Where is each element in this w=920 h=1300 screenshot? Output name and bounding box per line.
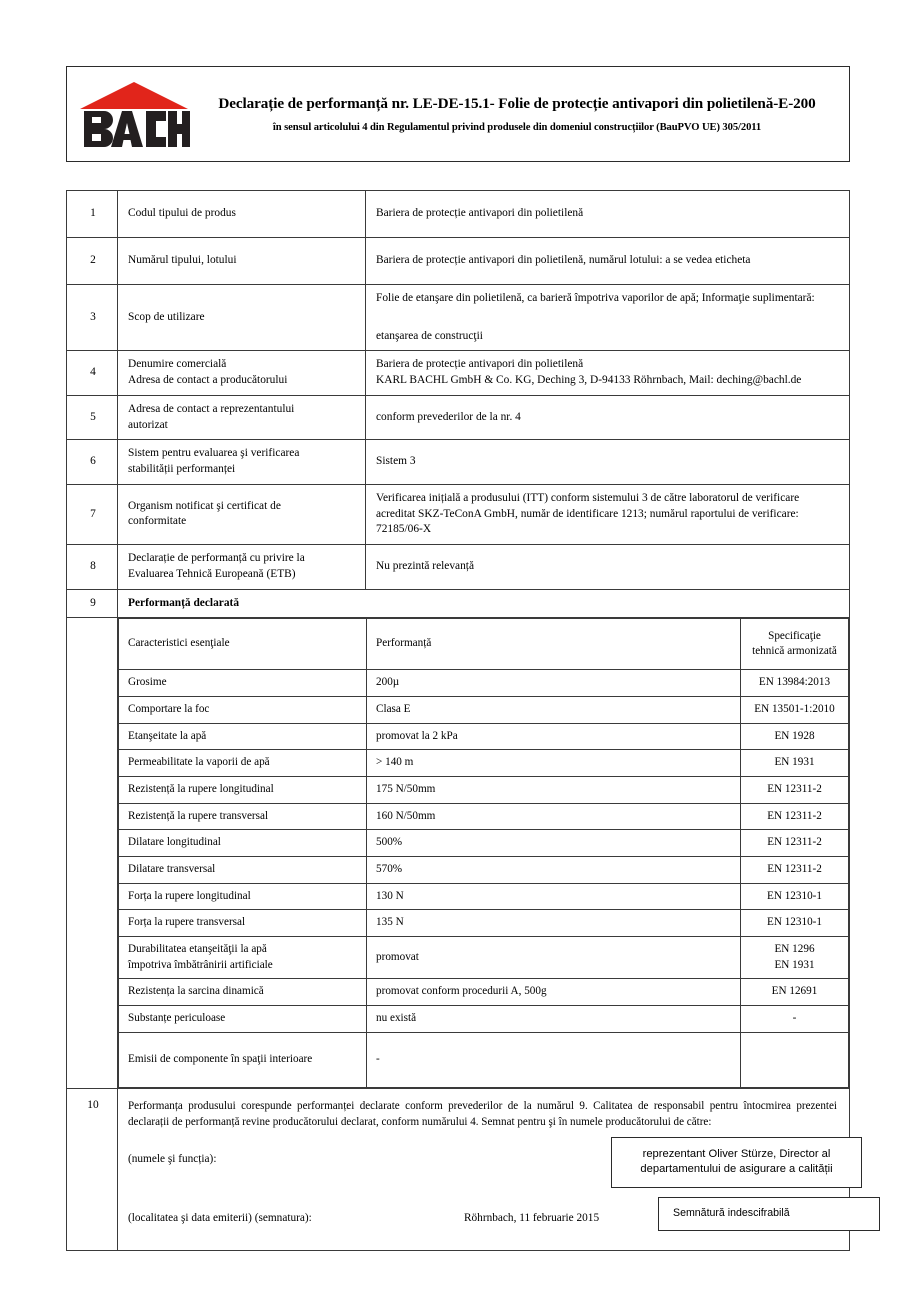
section10-content xyxy=(118,1088,850,1250)
performance-row-emissions xyxy=(119,1032,849,1087)
cell-performance: 200µ xyxy=(367,670,741,697)
section10-paragraph: Performanța produsului corespunde performanței declarate conform prevederilor de la numărul 9. Calitatea de responsabil pentru întocmirea prezentei declarații de performanță revine producătorului declarat, conform numărului 4. Semnat pentru şi în numele producătorului de către: xyxy=(128,1099,837,1128)
row-number: 3 xyxy=(67,285,118,351)
row-label xyxy=(118,395,366,439)
cell-characteristic xyxy=(119,937,367,979)
cell-specification: EN 1928 xyxy=(741,723,849,750)
performance-table-host xyxy=(118,618,850,1088)
bachl-logo-icon xyxy=(78,78,190,152)
table-row-section9-table xyxy=(67,618,850,1088)
row-label xyxy=(118,440,366,484)
table-row xyxy=(67,238,850,285)
section-title: Performanță declarată xyxy=(118,589,850,618)
cell-performance: > 140 m xyxy=(367,750,741,777)
header-specification xyxy=(741,619,849,670)
cell-characteristic: Rezistența la sarcina dinamică xyxy=(119,979,367,1006)
declaration-table xyxy=(66,190,850,1251)
title-cell xyxy=(195,67,849,161)
row-number-blank xyxy=(67,618,118,1088)
cell-specification-line2: EN 1931 xyxy=(774,958,815,971)
row-label-line1: Sistem pentru evaluarea şi verificarea xyxy=(128,447,300,460)
row-label xyxy=(118,484,366,544)
cell-specification: EN 12310-1 xyxy=(741,883,849,910)
cell-performance: promovat conform procedurii A, 500g xyxy=(367,979,741,1006)
header-performance: Performanță xyxy=(367,619,741,670)
cell-performance: nu există xyxy=(367,1006,741,1033)
signature-note-box xyxy=(658,1197,880,1231)
row-label: Numărul tipului, lotului xyxy=(118,238,366,285)
signature-name-text xyxy=(640,1147,832,1177)
performance-row xyxy=(119,856,849,883)
cell-characteristic: Emisii de componente în spaţii interioare xyxy=(119,1032,367,1087)
row-value: Sistem 3 xyxy=(366,440,850,484)
table-row xyxy=(67,545,850,589)
cell-performance: 130 N xyxy=(367,883,741,910)
performance-row-durability xyxy=(119,937,849,979)
cell-performance: 175 N/50mm xyxy=(367,776,741,803)
performance-row xyxy=(119,696,849,723)
row-value-line1: Folie de etanşare din polietilenă, ca barieră împotriva vaporilor de apă; Informaţie suplimentară: xyxy=(376,292,815,304)
cell-characteristic: Grosime xyxy=(119,670,367,697)
row-label-line2: Adresa de contact a producătorului xyxy=(128,374,288,387)
cell-performance: Clasa E xyxy=(367,696,741,723)
cell-specification: EN 12311-2 xyxy=(741,776,849,803)
row-label-line2: stabilității performanței xyxy=(128,463,236,476)
row-label xyxy=(118,545,366,589)
cell-characteristic-line2: împotriva îmbătrânirii artificiale xyxy=(128,958,273,971)
performance-row-dynamic xyxy=(119,979,849,1006)
location-date-value: Röhrnbach, 11 februarie 2015 xyxy=(464,1211,600,1224)
cell-specification: - xyxy=(741,1006,849,1033)
table-row xyxy=(67,440,850,484)
bachl-logo xyxy=(78,78,190,152)
performance-row-hazardous xyxy=(119,1006,849,1033)
cell-specification: EN 12311-2 xyxy=(741,803,849,830)
name-function-label: (numele şi funcția): xyxy=(128,1152,217,1165)
cell-characteristic: Etanşeitate la apă xyxy=(119,723,367,750)
cell-specification: EN 1931 xyxy=(741,750,849,777)
cell-specification: EN 12311-2 xyxy=(741,830,849,857)
table-row-section9-title xyxy=(67,589,850,618)
performance-table xyxy=(118,618,849,1087)
cell-specification: EN 13984:2013 xyxy=(741,670,849,697)
cell-specification: EN 12311-2 xyxy=(741,856,849,883)
row-value xyxy=(366,484,850,544)
cell-performance: promovat xyxy=(367,937,741,979)
row-label-line2: autorizat xyxy=(128,418,168,431)
row-number: 1 xyxy=(67,191,118,238)
cell-performance: 135 N xyxy=(367,910,741,937)
document-header xyxy=(66,66,850,162)
cell-specification-line1: EN 1296 xyxy=(774,943,815,955)
signature-name-box xyxy=(611,1137,862,1188)
row-number: 5 xyxy=(67,395,118,439)
table-row-section10 xyxy=(67,1088,850,1250)
cell-characteristic-line1: Durabilitatea etanşeităţii la apă xyxy=(128,943,267,955)
cell-performance: - xyxy=(367,1032,741,1087)
cell-characteristic: Dilatare transversal xyxy=(119,856,367,883)
table-row xyxy=(67,484,850,544)
row-label-line1: Organism notificat şi certificat de xyxy=(128,499,281,512)
cell-performance: 570% xyxy=(367,856,741,883)
row-label xyxy=(118,351,366,395)
row-label-line1: Adresa de contact a reprezentantului xyxy=(128,402,295,415)
cell-specification xyxy=(741,937,849,979)
performance-row xyxy=(119,883,849,910)
cell-specification: EN 12310-1 xyxy=(741,910,849,937)
performance-row xyxy=(119,670,849,697)
row-number: 8 xyxy=(67,545,118,589)
row-label-line2: Evaluarea Tehnică Europeană (ETB) xyxy=(128,567,296,580)
cell-performance: promovat la 2 kPa xyxy=(367,723,741,750)
cell-specification xyxy=(741,1032,849,1087)
header-characteristic: Caracteristici esenţiale xyxy=(119,619,367,670)
cell-characteristic: Rezistență la rupere transversal xyxy=(119,803,367,830)
signature-name-line1: reprezentant Oliver Stürze, Director al xyxy=(642,1148,831,1161)
cell-characteristic: Dilatare longitudinal xyxy=(119,830,367,857)
cell-specification: EN 13501-1:2010 xyxy=(741,696,849,723)
row-number: 10 xyxy=(67,1088,118,1250)
cell-characteristic: Forța la rupere transversal xyxy=(119,910,367,937)
row-label-line1: Declarație de performanță cu privire la xyxy=(128,552,305,565)
performance-row xyxy=(119,776,849,803)
row-value-line2: etanşarea de construcţii xyxy=(376,329,483,342)
performance-row xyxy=(119,723,849,750)
header-specification-line1: Specificaţie xyxy=(768,630,821,643)
row-label-line2: conformitate xyxy=(128,515,187,528)
row-value: Nu prezintă relevanță xyxy=(366,545,850,589)
cell-characteristic: Forța la rupere longitudinal xyxy=(119,883,367,910)
cell-characteristic: Permeabilitate la vaporii de apă xyxy=(119,750,367,777)
row-number: 6 xyxy=(67,440,118,484)
document-title: Declarație de performanță nr. LE-DE-15.1- Folie de protecție antivapori din polietilenă-E-200 xyxy=(218,95,816,112)
row-value xyxy=(366,285,850,351)
performance-row xyxy=(119,750,849,777)
row-value-line1: Bariera de protecție antivapori din polietilenă xyxy=(376,358,584,371)
table-row xyxy=(67,191,850,238)
cell-characteristic: Substanțe periculoase xyxy=(119,1006,367,1033)
row-value: conform prevederilor de la nr. 4 xyxy=(366,395,850,439)
table-row xyxy=(67,351,850,395)
cell-specification: EN 12691 xyxy=(741,979,849,1006)
signature-note-text: Semnătură indescifrabilă xyxy=(673,1207,790,1220)
logo-cell xyxy=(67,67,195,161)
row-label: Codul tipului de produs xyxy=(118,191,366,238)
row-number: 4 xyxy=(67,351,118,395)
row-value-line1: Verificarea inițială a produsului (ITT) conform sistemului 3 de către laboratorul de verificare xyxy=(376,491,800,504)
performance-row xyxy=(119,830,849,857)
row-value-line2: KARL BACHL GmbH & Co. KG, Deching 3, D-94133 Röhrnbach, Mail: deching@bachl.de xyxy=(376,374,802,387)
performance-table-header xyxy=(119,619,849,670)
row-number: 7 xyxy=(67,484,118,544)
cell-performance: 160 N/50mm xyxy=(367,803,741,830)
section10-body xyxy=(128,1098,841,1244)
cell-characteristic: Rezistență la rupere longitudinal xyxy=(119,776,367,803)
row-value-line3: 72185/06-X xyxy=(376,523,432,536)
performance-row xyxy=(119,910,849,937)
cell-characteristic: Comportare la foc xyxy=(119,696,367,723)
spacer xyxy=(376,307,841,329)
performance-row xyxy=(119,803,849,830)
signature-name-line2: departamentului de asigurare a calității xyxy=(640,1163,833,1176)
row-value-line2: acreditat SKZ-TeConA GmbH, număr de identificare 1213; numărul raportului de verificare: xyxy=(376,507,799,520)
row-value xyxy=(366,351,850,395)
row-number: 9 xyxy=(67,589,118,618)
document-subtitle: în sensul articolului 4 din Regulamentul privind produsele din domeniul construcțiilor (BauPVO UE) 305/2011 xyxy=(272,121,762,133)
row-label: Scop de utilizare xyxy=(118,285,366,351)
row-value: Bariera de protecție antivapori din polietilenă xyxy=(366,191,850,238)
row-label-line1: Denumire comercială xyxy=(128,358,227,371)
table-row xyxy=(67,395,850,439)
header-specification-line2: tehnică armonizată xyxy=(752,645,837,658)
row-number: 2 xyxy=(67,238,118,285)
row-value: Bariera de protecție antivapori din polietilenă, numărul lotului: a se vedea eticheta xyxy=(366,238,850,285)
table-row xyxy=(67,285,850,351)
location-date-label: (localitatea şi data emiterii) (semnatura): xyxy=(128,1211,312,1224)
cell-performance: 500% xyxy=(367,830,741,857)
